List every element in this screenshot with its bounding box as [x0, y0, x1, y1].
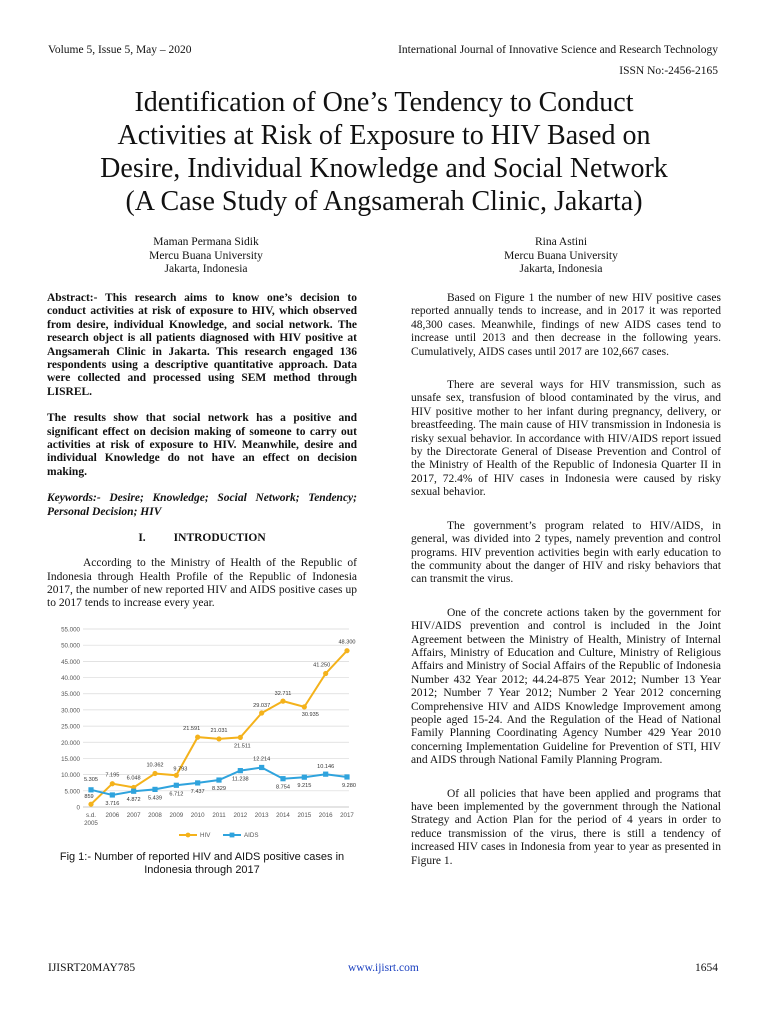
x-tick-label: 2011	[212, 811, 226, 819]
x-tick-label: 2009	[169, 811, 184, 819]
data-point-aids	[110, 792, 115, 797]
author-affiliation: Mercu Buana University	[504, 249, 618, 262]
figure-1	[47, 621, 357, 877]
title-line: Desire, Individual Knowledge and Social Network	[100, 153, 668, 184]
footer-paper-id: IJISRT20MAY785	[48, 962, 136, 974]
data-point-aids	[216, 777, 221, 782]
x-tick-label: 2012	[233, 811, 248, 819]
data-label-aids: 4.872	[126, 796, 141, 803]
data-label-aids: 9.280	[342, 782, 356, 789]
body-paragraph: One of the concrete actions taken by the government for HIV/AIDS prevention and control is included in the Joint Agreement between the Ministry of Health, Ministry of Internal Affairs, Ministry of Education and Culture, Ministry of Religious Affairs and Ministry of Social Affairs of the Republic of Indonesia Number 432 Year 2012; 44.24-875 Year 2012; Number 13 Year 2012; Number 7 Year 2012; Number 2 Year 2012 concerning Comprehensive HIV and AIDS Knowledge Improvement among people aged 15-24. And the Regulation of the Head of National Family Planning Coordinating Agency Number 429 Year 2010 concerning Implementation Guideline for Prevention of STI, HIV and AIDS through National Family Planning Program.	[411, 606, 721, 767]
title-line: Activities at Risk of Exposure to HIV Based on	[117, 120, 651, 151]
y-tick-label: 45.000	[61, 658, 80, 666]
data-label-hiv: 30.935	[301, 711, 319, 718]
issn-number: ISSN No:-2456-2165	[619, 65, 718, 77]
data-label-hiv: 6.048	[126, 775, 141, 782]
section-number: I.	[138, 532, 146, 545]
data-point-hiv	[344, 648, 349, 653]
title-line: Identification of One’s Tendency to Conduct	[134, 87, 634, 118]
data-label-hiv: 9.793	[173, 766, 188, 773]
x-tick-label: s.d.	[86, 811, 96, 819]
data-label-aids: 6.712	[169, 790, 184, 797]
x-tick-label: 2017	[340, 811, 354, 819]
legend-marker-hiv	[186, 832, 191, 837]
data-label-aids: 8.754	[276, 784, 290, 791]
section-title: INTRODUCTION	[173, 532, 266, 545]
data-point-aids	[238, 768, 243, 773]
data-label-aids: 7.437	[190, 788, 205, 795]
data-point-aids	[344, 774, 349, 779]
abstract-paragraph: Abstract:- This research aims to know one’s decision to conduct activities at risk of exposure to HIV, which observed from desire, individual Knowledge, and social network. The research object is all patients diagnosed with HIV positive at Angsamerah Clinic in Jakarta. This research engaged 136 respondents using a descriptive quantitative approach. Data were collected and processed using SEM method through LISREL.	[47, 292, 357, 398]
data-point-hiv	[110, 781, 115, 786]
x-tick-label: 2013	[254, 811, 269, 819]
data-point-aids	[302, 774, 307, 779]
data-label-hiv: 29.037	[253, 702, 271, 709]
data-label-hiv: 41.250	[313, 662, 331, 669]
x-tick-label: 2005	[84, 819, 98, 827]
data-label-hiv: 32.711	[274, 690, 292, 697]
intro-paragraph: According to the Ministry of Health of the Republic of Indonesia through Health Profile of the Republic of Indonesia 2017, the number of new reported HIV and AIDS positive cases up to 2017 tends to increase every year.	[47, 557, 357, 610]
author-name: Rina Astini	[534, 236, 588, 248]
data-label-aids: 9.215	[297, 782, 312, 789]
author-block-1	[96, 236, 316, 277]
section-heading	[47, 532, 357, 544]
y-tick-label: 40.000	[61, 674, 80, 682]
data-label-hiv: 48.300	[338, 639, 356, 646]
data-label-aids: 8.329	[212, 785, 226, 792]
y-tick-label: 10.000	[61, 771, 80, 779]
running-header-volume: Volume 5, Issue 5, May – 2020	[48, 44, 192, 56]
data-point-hiv	[323, 671, 328, 676]
paper-title	[40, 86, 728, 218]
y-tick-label: 50.000	[61, 642, 80, 650]
data-label-aids: 5.305	[84, 776, 98, 783]
data-label-hiv: 7.195	[105, 772, 120, 779]
data-point-aids	[323, 771, 328, 776]
data-point-hiv	[216, 736, 221, 741]
data-point-aids	[131, 788, 136, 793]
x-tick-label: 2010	[190, 811, 205, 819]
y-tick-label: 5.000	[64, 788, 80, 796]
data-label-hiv: 21.031	[210, 727, 228, 734]
footer-page-number: 1654	[695, 962, 718, 974]
y-tick-label: 35.000	[61, 690, 80, 698]
running-header-journal: International Journal of Innovative Science and Research Technology	[398, 44, 718, 56]
data-label-hiv: 859	[84, 793, 94, 800]
author-location: Jakarta, Indonesia	[164, 263, 248, 275]
x-tick-label: 2015	[297, 811, 312, 819]
legend-label-aids: AIDS	[244, 831, 259, 839]
figure-caption: Fig 1:- Number of reported HIV and AIDS positive cases in Indonesia through 2017	[59, 850, 345, 876]
data-point-hiv	[280, 698, 285, 703]
x-tick-label: 2008	[148, 811, 162, 819]
data-label-hiv: 21.591	[183, 725, 201, 732]
author-location: Jakarta, Indonesia	[519, 263, 603, 275]
data-label-aids: 5.439	[148, 795, 162, 802]
data-point-aids	[195, 780, 200, 785]
body-paragraph: Of all policies that have been applied and programs that have been implemented by the government through the National Strategy and Action Plan for the period of 4 years in order to reduce transmission of the virus, there is still a tendency of increased HIV cases in Indonesia from year to year as presented in Figure 1.	[411, 787, 721, 867]
data-point-hiv	[259, 710, 264, 715]
y-tick-label: 55.000	[61, 626, 80, 634]
data-point-hiv	[238, 735, 243, 740]
y-tick-label: 30.000	[61, 707, 80, 715]
x-tick-label: 2007	[126, 811, 141, 819]
data-point-hiv	[152, 771, 157, 776]
data-point-hiv	[195, 734, 200, 739]
data-label-aids: 3.716	[105, 800, 120, 807]
y-tick-label: 25.000	[61, 723, 80, 731]
data-label-hiv: 10.362	[146, 762, 164, 769]
left-column	[47, 292, 357, 877]
author-block-2	[451, 236, 671, 277]
body-paragraph: The government’s program related to HIV/AIDS, in general, was divided into 2 types, namely prevention and control programs. HIV prevention activities begin with early education to the community about the danger of HIV and risky behaviors that can transmit the virus.	[411, 519, 721, 586]
data-point-hiv	[88, 801, 93, 806]
y-tick-label: 20.000	[61, 739, 80, 747]
x-tick-label: 2006	[105, 811, 120, 819]
author-name: Maman Permana Sidik	[153, 236, 259, 248]
body-paragraph: There are several ways for HIV transmission, such as unsafe sex, transfusion of blood contaminated by the virus, and HIV positive mother to her infant during pregnancy, delivery, or breastfeeding. The main cause of HIV transmission in Indonesia is risky sexual behavior. In accordance with HIV/AIDS report issued by the Directorate General of Disease Prevention and Control of the Ministry of Health of the Republic of Indonesia Quarter II in 2017, 72.4% of HIV cases in Indonesia were caused by risky sexual behavior.	[411, 379, 721, 499]
body-paragraph: Based on Figure 1 the number of new HIV positive cases reported annually tends to increase, and in 2017 it was reported 48,300 cases. Meanwhile, findings of new AIDS cases tend to increase until 2013 and then decrease in the following years. Cumulatively, AIDS cases until 2017 are 102,667 cases.	[411, 292, 721, 358]
data-point-aids	[174, 782, 179, 787]
data-label-hiv: 21.511	[233, 743, 251, 750]
data-point-aids	[259, 765, 264, 770]
data-label-aids: 11.238	[231, 776, 249, 783]
y-tick-label: 15.000	[61, 755, 80, 763]
right-column	[411, 292, 721, 868]
data-point-hiv	[302, 704, 307, 709]
data-label-aids: 12.214	[253, 756, 271, 763]
keywords: Keywords:- Desire; Knowledge; Social Network; Tendency; Personal Decision; HIV	[47, 492, 357, 518]
data-point-aids	[152, 787, 157, 792]
title-line: (A Case Study of Angsamerah Clinic, Jakarta)	[125, 186, 643, 217]
x-tick-label: 2016	[318, 811, 333, 819]
legend-marker-aids	[230, 832, 235, 837]
author-affiliation: Mercu Buana University	[149, 249, 263, 262]
hiv-aids-line-chart	[47, 621, 357, 843]
data-point-aids	[88, 787, 93, 792]
footer-url-link[interactable]: www.ijisrt.com	[348, 962, 419, 974]
y-tick-label: 0	[76, 804, 80, 812]
data-point-aids	[280, 776, 285, 781]
abstract-results-paragraph: The results show that social network has a positive and significant effect on decision making of someone to carry out activities at risk of exposure to HIV. Meanwhile, desire and individual Knowledge do not have an effect on decision making.	[47, 412, 357, 478]
data-label-aids: 10.146	[317, 763, 335, 770]
data-point-hiv	[174, 772, 179, 777]
legend-label-hiv: HIV	[200, 831, 211, 839]
x-tick-label: 2014	[276, 811, 290, 819]
